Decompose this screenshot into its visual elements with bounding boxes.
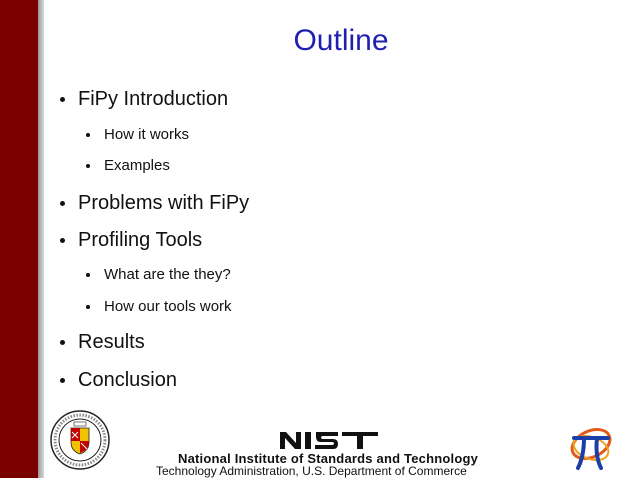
bullet-dot-icon [86,305,90,309]
nist-logo-icon [278,430,382,450]
pi-logo-icon [562,418,620,476]
bullet-item-what-are-they [86,266,231,283]
bullet-text: Problems with FiPy [78,192,250,214]
umbc-seal-icon [50,410,110,470]
bullet-dot-icon [86,164,90,168]
bullet-text: Examples [104,157,170,174]
sidebar-shadow [38,0,44,478]
bullet-item-fipy-introduction [60,88,228,111]
bullet-text: Results [78,331,145,353]
bullet-item-problems-with-fipy [60,192,249,215]
nist-institute-name: National Institute of Standards and Technology [178,451,479,466]
bullet-item-how-our-tools-work [86,298,232,315]
slide-title: Outline [293,24,389,57]
bullet-item-conclusion [60,369,177,392]
bullet-text: How our tools work [104,298,232,315]
bullet-dot-icon [86,133,90,137]
bullet-dot-icon [60,340,65,345]
bullet-dot-icon [60,201,65,206]
nist-department-text: Technology Administration, U.S. Department of Commerce [156,464,467,478]
bullet-dot-icon [60,97,65,102]
bullet-item-examples [86,157,170,174]
bullet-dot-icon [60,238,65,243]
bullet-text: Conclusion [78,369,177,391]
bullet-text: What are the they? [104,266,231,283]
bullet-item-profiling-tools [60,229,202,252]
bullet-dot-icon [86,273,90,277]
bullet-text: How it works [104,126,190,143]
bullet-dot-icon [60,378,65,383]
bullet-item-how-it-works [86,126,189,143]
bullet-text: Profiling Tools [78,229,203,251]
left-sidebar-bar [0,0,38,478]
bullet-item-results [60,331,145,354]
bullet-text: FiPy Introduction [78,88,229,110]
